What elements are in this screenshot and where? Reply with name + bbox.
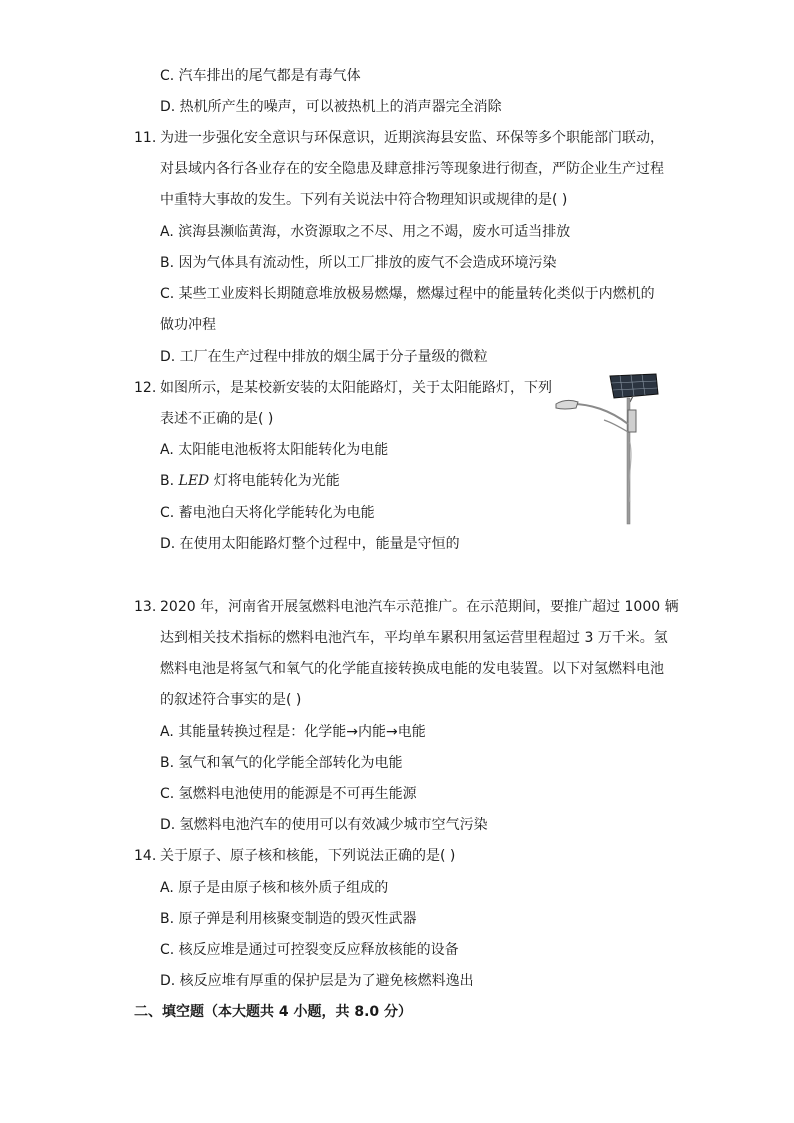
q12-stem-line-2: 表述不正确的是( )	[160, 411, 274, 427]
lamp-arm	[572, 404, 628, 424]
q12-option-a: A. 太阳能电池板将太阳能转化为电能	[160, 442, 389, 458]
q14-number: 14.	[134, 848, 157, 864]
q10-option-c: C. 汽车排出的尾气都是有毒气体	[160, 68, 361, 84]
q13-option-a: A. 其能量转换过程是：化学能→内能→电能	[160, 724, 426, 740]
solar-street-lamp-figure	[548, 372, 668, 526]
q10-option-d: D. 热机所产生的噪声，可以被热机上的消声器完全消除	[160, 99, 502, 115]
q13-number: 13.	[134, 599, 157, 615]
q11-number: 11.	[134, 130, 157, 146]
solar-panel-icon	[610, 374, 658, 402]
q13-option-c: C. 氢燃料电池使用的能源是不可再生能源	[160, 786, 417, 802]
q13-option-d: D. 氢燃料电池汽车的使用可以有效减少城市空气污染	[160, 817, 488, 833]
q12-option-d: D. 在使用太阳能路灯整个过程中，能量是守恒的	[160, 536, 460, 552]
q13-stem-line-1: 2020 年，河南省开展氢燃料电池汽车示范推广。在示范期间，要推广超过 1000 辆	[160, 599, 679, 615]
q13-option-b: B. 氢气和氧气的化学能全部转化为电能	[160, 755, 403, 771]
q11-option-c: C. 某些工业废料长期随意堆放极易燃爆，燃爆过程中的能量转化类似于内燃机的	[160, 286, 655, 302]
q14-option-b: B. 原子弹是利用核聚变制造的毁灭性武器	[160, 911, 417, 927]
q11-stem-line-1: 为进一步强化安全意识与环保意识，近期滨海县安监、环保等多个职能部门联动，	[160, 130, 664, 146]
q12-stem-line-1: 如图所示，是某校新安装的太阳能路灯，关于太阳能路灯，下列	[160, 380, 552, 396]
q12-option-b-text: 灯将电能转化为光能	[213, 473, 340, 489]
q11-option-c-cont: 做功冲程	[160, 317, 216, 333]
q14-option-c: C. 核反应堆是通过可控裂变反应释放核能的设备	[160, 942, 459, 958]
battery-box	[628, 410, 636, 432]
section-2-heading: 二、填空题（本大题共 4 小题，共 8.0 分）	[134, 1004, 413, 1020]
q13-stem-line-4: 的叙述符合事实的是( )	[160, 692, 302, 708]
q14-option-d: D. 核反应堆有厚重的保护层是为了避免核燃料逸出	[160, 973, 474, 989]
q12-option-b-led: LED	[178, 473, 210, 489]
q13-stem-line-3: 燃料电池是将氢气和氧气的化学能直接转换成电能的发电装置。以下对氢燃料电池	[160, 661, 664, 677]
q11-option-b: B. 因为气体具有流动性，所以工厂排放的废气不会造成环境污染	[160, 255, 557, 271]
q11-stem-line-2: 对县域内各行各业存在的安全隐患及肆意排污等现象进行彻查，严防企业生产过程	[160, 161, 664, 177]
q12-option-c: C. 蓄电池白天将化学能转化为电能	[160, 505, 375, 521]
q14-stem: 关于原子、原子核和核能，下列说法正确的是( )	[160, 848, 456, 864]
q12-option-b	[160, 471, 340, 491]
q13-stem-line-2: 达到相关技术指标的燃料电池汽车，平均单车累积用氢运营里程超过 3 万千米。氢	[160, 630, 668, 646]
q12-number: 12.	[134, 380, 157, 396]
q14-option-a: A. 原子是由原子核和核外质子组成的	[160, 880, 389, 896]
q12-option-b-letter: B.	[160, 473, 175, 489]
lamp-head-icon	[556, 400, 578, 409]
q11-option-d: D. 工厂在生产过程中排放的烟尘属于分子量级的微粒	[160, 349, 488, 365]
q11-option-a: A. 滨海县濒临黄海，水资源取之不尽、用之不竭，废水可适当排放	[160, 224, 571, 240]
q11-stem-line-3: 中重特大事故的发生。下列有关说法中符合物理知识或规律的是( )	[160, 192, 568, 208]
